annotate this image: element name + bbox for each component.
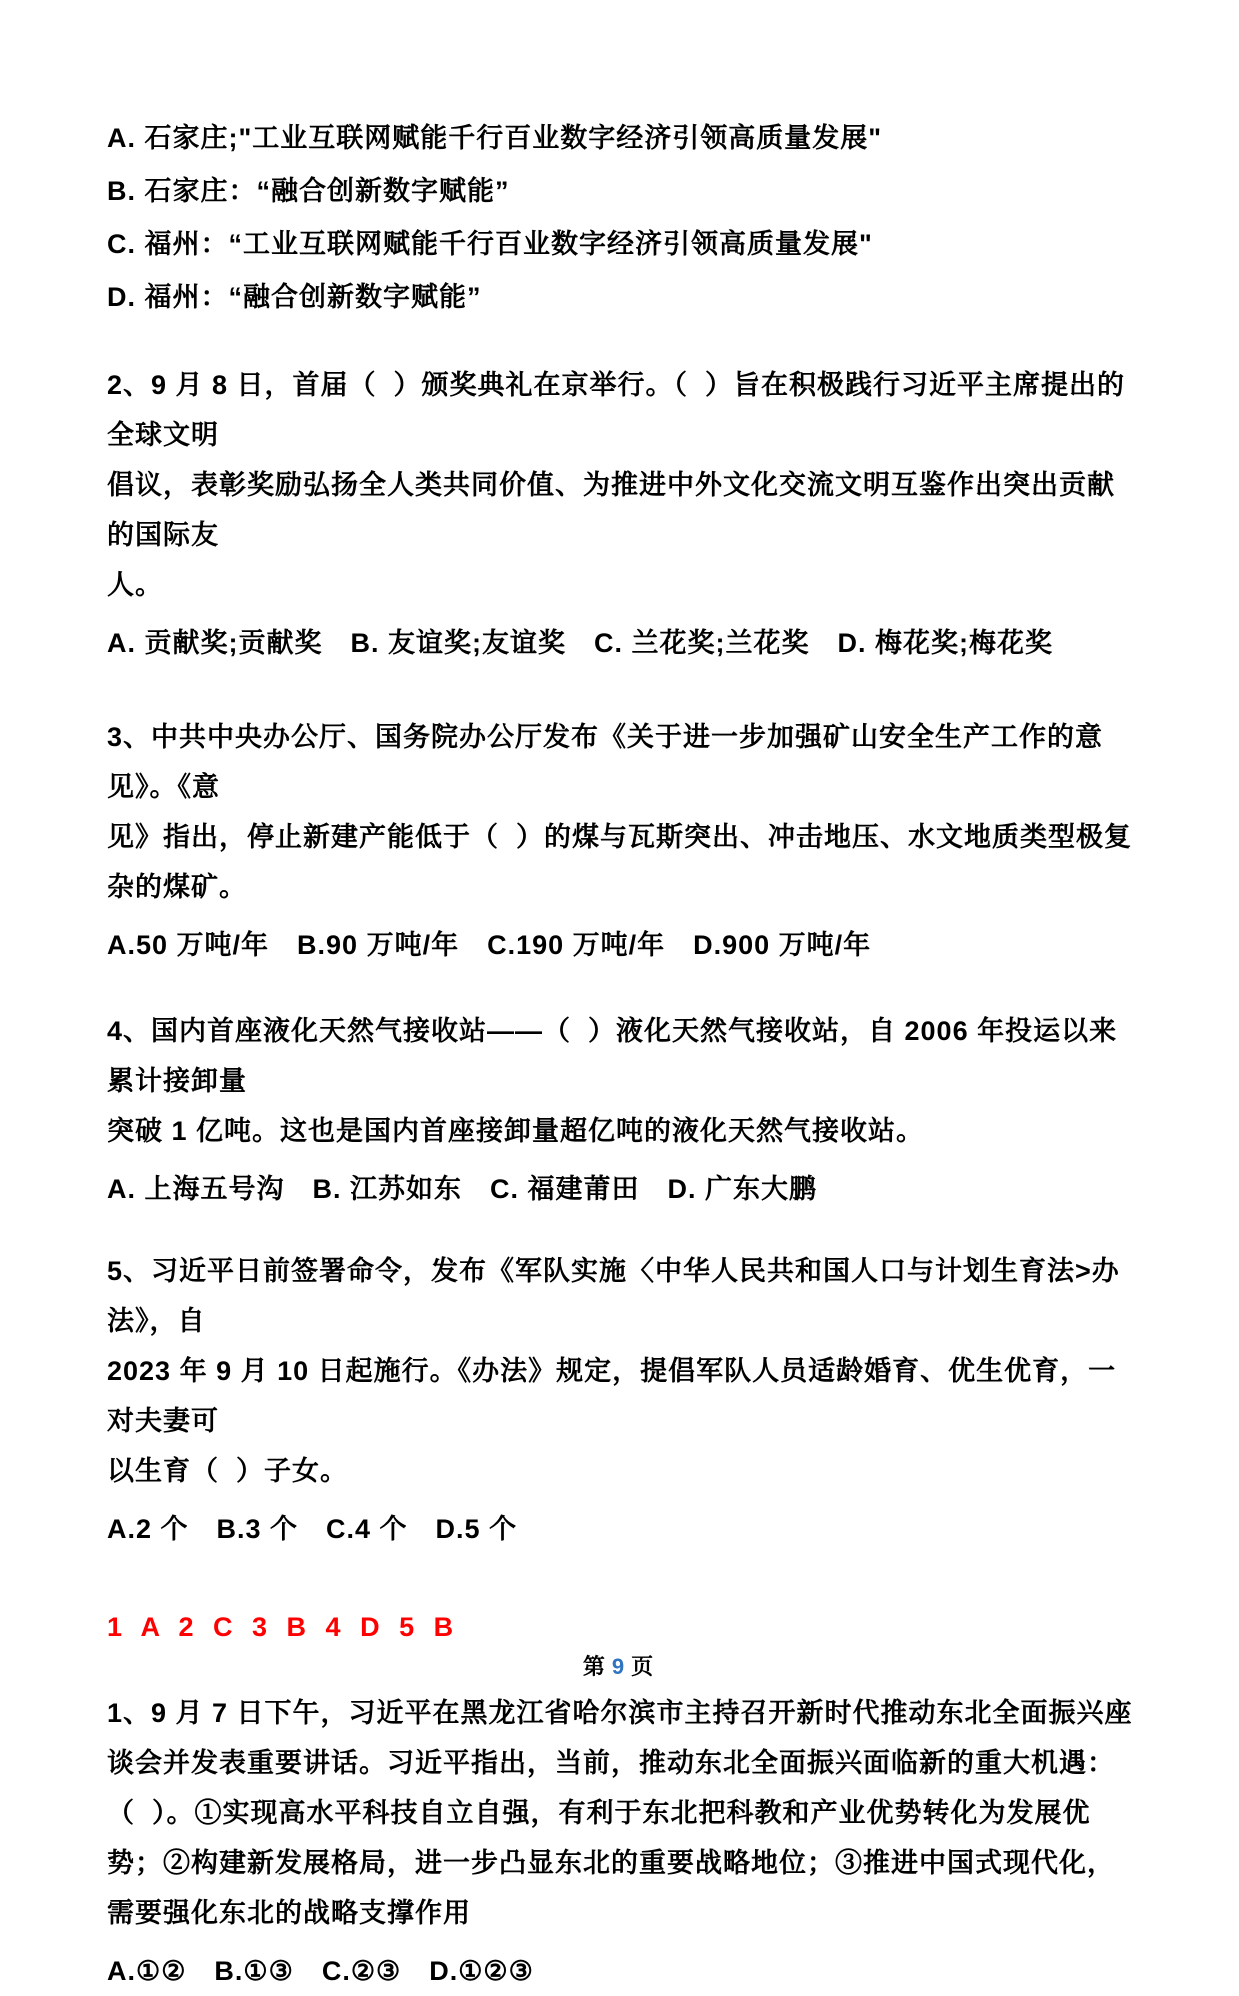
question-stem-line: 见》指出，停止新建产能低于（ ）的煤与瓦斯突出、冲击地压、水文地质类型极复杂的煤矿。	[107, 822, 1133, 902]
question-stem-line: 势；②构建新发展格局，进一步凸显东北的重要战略地位；③推进中国式现代化，	[107, 1848, 1115, 1878]
question-3-block	[107, 712, 1139, 970]
next-section-question-1-block	[107, 1688, 1139, 1996]
question-options-line: A.2 个 B.3 个 C.4 个 D.5 个	[107, 1514, 518, 1544]
question-stem-line: 需要强化东北的战略支撑作用	[107, 1898, 471, 1928]
question-stem-line: （ ）。①实现高水平科技自立自强，有利于东北把科教和产业优势转化为发展优	[107, 1798, 1091, 1828]
question-stem-line: 突破 1 亿吨。这也是国内首座接卸量超亿吨的液化天然气接收站。	[107, 1116, 925, 1146]
answer-key-line: 1 A 2 C 3 B 4 D 5 B	[107, 1612, 460, 1642]
question-stem-line: 以生育（ ）子女。	[107, 1456, 349, 1486]
question-options-line: A.50 万吨/年 B.90 万吨/年 C.190 万吨/年 D.900 万吨/年	[107, 930, 872, 960]
question-stem-line: 2023 年 9 月 10 日起施行。《办法》规定，提倡军队人员适龄婚育、优生优育，一对夫妻可	[107, 1356, 1117, 1436]
option-line-b: B. 石家庄：“融合创新数字赋能”	[107, 176, 510, 206]
carryover-options-block	[107, 112, 1139, 324]
question-stem-line: 谈会并发表重要讲话。习近平指出，当前，推动东北全面振兴面临新的重大机遇：	[107, 1748, 1115, 1778]
question-stem-line: 4、国内首座液化天然气接收站——（ ）液化天然气接收站，自 2006 年投运以来累计接卸量	[107, 1016, 1118, 1096]
question-stem-line: 3、中共中央办公厅、国务院办公厅发布《关于进一步加强矿山安全生产工作的意见》。《意	[107, 722, 1104, 802]
question-stem-line: 人。	[107, 570, 163, 600]
question-5-block	[107, 1246, 1139, 1554]
question-stem-line: 倡议，表彰奖励弘扬全人类共同价值、为推进中外文化交流文明互鉴作出突出贡献的国际友	[107, 470, 1115, 550]
page-footer	[0, 1650, 1239, 1681]
question-4-block	[107, 1006, 1139, 1214]
question-2-block	[107, 360, 1139, 668]
question-stem-line: 1、9 月 7 日下午，习近平在黑龙江省哈尔滨市主持召开新时代推动东北全面振兴座	[107, 1698, 1133, 1728]
footer-prefix: 第	[582, 1654, 608, 1679]
question-options-line: A.①② B.①③ C.②③ D.①②③	[107, 1956, 534, 1986]
question-stem-line: 2、9 月 8 日，首届（ ）颁奖典礼在京举行。（ ）旨在积极践行习近平主席提出的全球文明	[107, 370, 1126, 450]
footer-suffix: 页	[631, 1654, 657, 1679]
option-line-c: C. 福州：“工业互联网赋能千行百业数字经济引领高质量发展"	[107, 229, 873, 259]
option-line-d: D. 福州：“融合创新数字赋能”	[107, 282, 482, 312]
question-stem-line: 5、习近平日前签署命令，发布《军队实施〈中华人民共和国人口与计划生育法>办法》，自	[107, 1256, 1120, 1336]
page-number: 9	[611, 1654, 628, 1679]
option-line-a: A. 石家庄;"工业互联网赋能千行百业数字经济引领高质量发展"	[107, 123, 883, 153]
question-options-line: A. 上海五号沟 B. 江苏如东 C. 福建莆田 D. 广东大鹏	[107, 1174, 818, 1204]
question-options-line: A. 贡献奖;贡献奖 B. 友谊奖;友谊奖 C. 兰花奖;兰花奖 D. 梅花奖;梅花奖	[107, 628, 1053, 658]
